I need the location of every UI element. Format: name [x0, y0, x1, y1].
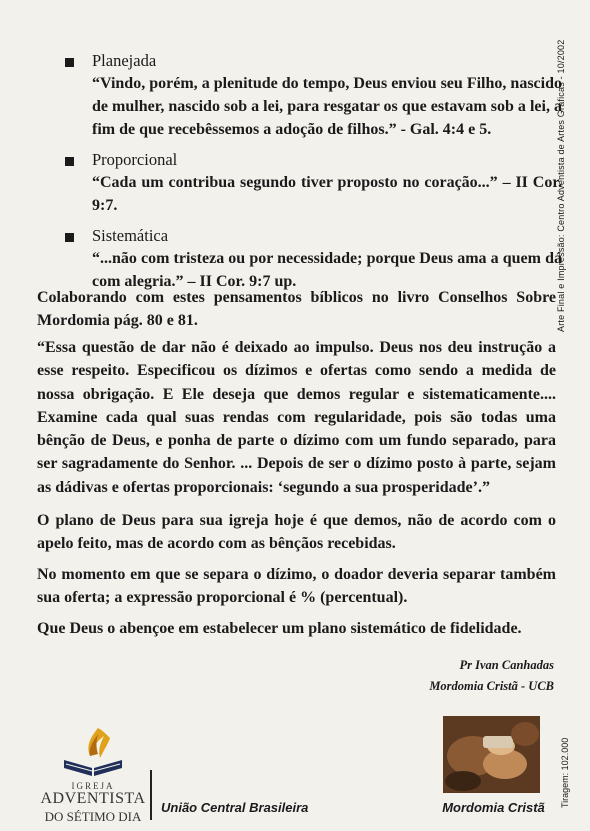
- paragraph-plan: O plano de Deus para sua igreja hoje é que demos, não de acordo com o apelo feito, mas de acordo com as bênçãos recebidas.: [37, 512, 556, 553]
- footer-divider: [150, 770, 152, 820]
- principle-quote: “...não com tristeza ou por necessidade; porque Deus ama a quem dá com alegria.” – II Cor. 9:7 up.: [92, 250, 562, 290]
- principle-title: Sistemática: [92, 226, 169, 245]
- signature-block: [429, 655, 554, 697]
- signature-name: Pr Ivan Canhadas: [459, 658, 554, 672]
- church-logo: [38, 726, 148, 826]
- principle-quote: “Cada um contribua segundo tiver proposto no coração...” – II Cor. 9:7.: [92, 174, 562, 214]
- principle-title: Proporcional: [92, 150, 178, 169]
- print-run: Tiragem: 102.000: [560, 737, 570, 808]
- principle-quote: “Vindo, porém, a plenitude do tempo, Deus enviou seu Filho, nascido de mulher, nascido sob a lei, para resgatar os que estavam sob a lei, a fim de que recebêssemos a adoção de filhos.” - Gal. 4:4 e 5.: [92, 75, 562, 138]
- bullet-square-icon: [65, 58, 74, 67]
- church-flame-bible-icon: [60, 726, 126, 781]
- paragraph-offering: No momento em que se separa o dízimo, o doador deveria separar também sua oferta; a expressão proporcional é % (percentual).: [37, 566, 556, 607]
- paragraph-blessing: Que Deus o abençoe em estabelecer um plano sistemático de fidelidade.: [37, 620, 522, 637]
- principle-title: Planejada: [92, 51, 157, 70]
- ucb-label: União Central Brasileira: [161, 800, 309, 815]
- logo-line-setimo-dia: DO SÉTIMO DIA: [44, 809, 142, 824]
- mordomia-crista-label: Mordomia Cristã: [442, 800, 545, 815]
- principle-item-planejada: [62, 50, 562, 141]
- bullet-square-icon: [65, 157, 74, 166]
- bullet-square-icon: [65, 233, 74, 242]
- mordomia-photo: [443, 716, 540, 793]
- logo-line-igreja: IGREJA: [71, 781, 115, 791]
- principle-item-proporcional: [62, 149, 562, 217]
- principles-list: [62, 50, 562, 301]
- principle-item-sistematica: [62, 225, 562, 293]
- logo-line-adventista: ADVENTISTA: [40, 790, 146, 807]
- paragraph-intro: Colaborando com estes pensamentos bíblicos no livro Conselhos Sobre Mordomia pág. 80 e 81.: [37, 289, 556, 330]
- signature-role: Mordomia Cristã - UCB: [429, 679, 554, 693]
- paragraph-quote: “Essa questão de dar não é deixado ao impulso. Deus nos deu instrução a esse respeito. Especificou os dízimos e ofertas como sendo a medida de nossa obrigação. E Ele deseja que demos regular e sistematicamente.... Examine cada qual suas rendas com regularidade, pois são todas uma bênção de Deus, e ponha de parte o dízimo com um fundo separado, para ser sagradamente do Senhor. ... Depois de ser o dízimo posto à parte, sejam as dádivas e ofertas proporcionais: ‘segundo a sua prosperidade’.”: [37, 339, 556, 496]
- hands-offering-image: [443, 716, 540, 793]
- print-credit: Arte Final e Impressão: Centro Adventista de Artes Gráficas - 10/2002: [556, 39, 566, 333]
